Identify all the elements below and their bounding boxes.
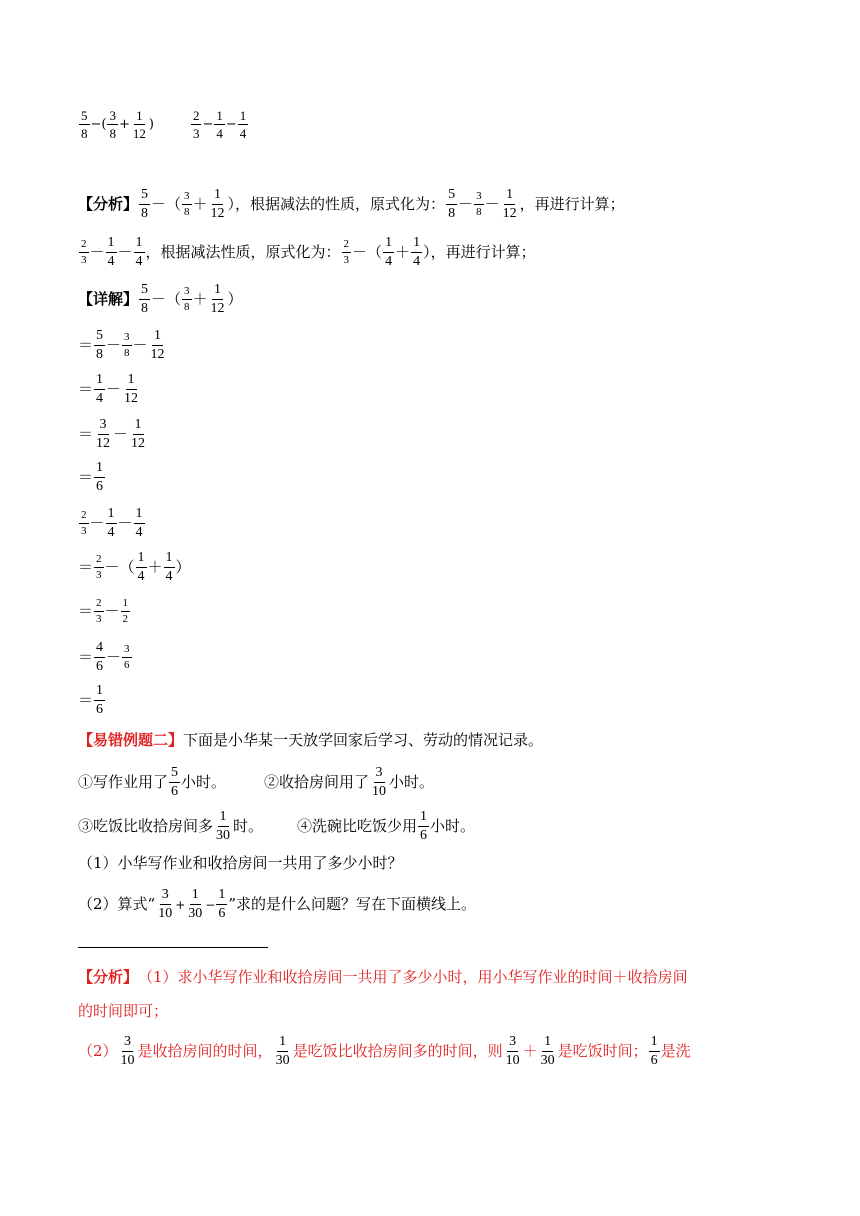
denominator: 3 [192, 126, 200, 141]
denominator: 3 [96, 613, 102, 625]
text-run: ＋ [147, 558, 163, 576]
text-run: 时。 [233, 817, 264, 835]
fraction [418, 810, 429, 843]
numerator: 3 [182, 286, 192, 300]
detail-step [78, 329, 168, 362]
fraction [182, 286, 192, 313]
denominator: 8 [141, 206, 149, 221]
numerator: 1 [277, 1035, 288, 1052]
text-run: ） [227, 290, 243, 308]
text-run: － [89, 514, 105, 532]
denominator: 4 [135, 254, 143, 269]
fraction [79, 510, 89, 537]
denominator: 4 [165, 569, 173, 584]
text-run: （2）算式“ [78, 895, 156, 913]
text-run: － [106, 648, 122, 666]
detail-step [78, 684, 106, 717]
fraction [186, 888, 204, 921]
text-run: 下面是小华某一天放学回家后学习、劳动的情况记录。 [183, 731, 544, 749]
text-run: ，再进行计算； [519, 195, 625, 213]
denominator: 6 [171, 784, 179, 799]
denominator: 4 [107, 525, 115, 540]
fraction [164, 551, 175, 584]
fraction [149, 329, 167, 362]
text-run: （2） [78, 1042, 118, 1060]
text-run: ），再进行计算； [423, 243, 536, 261]
detail-line-2 [78, 507, 146, 540]
fraction [474, 191, 484, 218]
denominator: 12 [131, 436, 146, 451]
fraction [274, 1035, 292, 1068]
text-run: − [205, 897, 216, 912]
text-run: ＝ [78, 691, 94, 709]
denominator: 12 [210, 301, 225, 316]
text-run: 小时。 [430, 817, 476, 835]
fraction [139, 283, 150, 316]
fraction [94, 373, 105, 406]
text-run: 小时。 [181, 773, 227, 791]
denominator: 3 [81, 525, 87, 537]
text-run: 的时间即可； [78, 1002, 169, 1020]
text-run: －（ [151, 195, 182, 213]
fraction [169, 766, 180, 799]
fraction [122, 644, 132, 671]
text-run: 【分析】 [78, 195, 139, 213]
text-run: ，根据减法性质，原式化为： [145, 243, 341, 261]
fraction [94, 461, 105, 494]
text-run: 是吃饭时间； [557, 1042, 648, 1060]
denominator: 30 [188, 906, 203, 921]
numerator: 1 [106, 236, 117, 253]
fraction [209, 188, 227, 221]
fraction [94, 641, 105, 674]
numerator: 3 [122, 644, 132, 658]
denominator: 4 [137, 569, 145, 584]
text-run: ＝ [78, 380, 94, 398]
fraction [129, 418, 147, 451]
fraction [139, 188, 150, 221]
numerator: 1 [134, 507, 145, 524]
fraction [94, 418, 112, 451]
fraction [107, 109, 118, 140]
fraction [383, 236, 394, 269]
numerator: 3 [109, 108, 116, 123]
text-run: ＝ [78, 425, 94, 443]
denominator: 8 [124, 347, 130, 359]
text-run: ＋ [192, 195, 208, 213]
denominator: 12 [502, 206, 517, 221]
denominator: 30 [540, 1053, 555, 1068]
numerator: 1 [216, 108, 223, 123]
denominator: 8 [81, 126, 88, 141]
denominator: 10 [372, 784, 387, 799]
text-run: − [202, 117, 214, 132]
text-run: + [118, 117, 130, 132]
denominator: 12 [150, 347, 165, 362]
detail-line-1 [78, 283, 243, 316]
text-run: ＝ [78, 558, 94, 576]
text-run: ＝ [78, 468, 94, 486]
denominator: 6 [96, 702, 104, 717]
numerator: 3 [160, 888, 171, 905]
detail-step [78, 598, 131, 625]
answer-line[interactable] [78, 947, 268, 948]
fraction [94, 329, 105, 362]
denominator: 30 [275, 1053, 290, 1068]
text-run: − [225, 117, 237, 132]
fraction [94, 554, 104, 581]
numerator: 5 [169, 766, 180, 783]
denominator: 8 [184, 301, 190, 313]
text-run: － [113, 425, 129, 443]
text-run: 【分析】 [78, 968, 139, 986]
fraction [649, 1035, 660, 1068]
denominator: 8 [109, 126, 116, 141]
text-run: ①写作业用了 [78, 773, 169, 791]
numerator: 1 [239, 108, 247, 123]
denominator: 8 [476, 206, 482, 218]
analysis-line-2 [78, 236, 536, 269]
denominator: 4 [216, 126, 223, 141]
denominator: 6 [218, 906, 226, 921]
numerator: 1 [136, 108, 143, 123]
fraction [122, 373, 140, 406]
numerator: 1 [133, 418, 144, 435]
numerator: 1 [190, 888, 201, 905]
fraction [79, 109, 90, 140]
question-2 [78, 888, 476, 921]
text-run: （1）小华写作业和收拾房间一共用了多少小时？ [78, 854, 403, 872]
text-run: 【详解】 [78, 290, 139, 308]
denominator: 4 [239, 126, 247, 141]
analysis-line-1 [78, 188, 625, 221]
text-run: 是吃饭比收拾房间多的时间，则 [292, 1042, 503, 1060]
fraction [122, 332, 132, 359]
detail-step [78, 461, 106, 494]
numerator: 3 [98, 418, 109, 435]
fraction [94, 684, 105, 717]
text-run: ＋ [395, 243, 411, 261]
text-run: ＝ [78, 336, 94, 354]
fraction [94, 598, 104, 625]
numerator: 1 [136, 551, 147, 568]
text-run: － [117, 243, 133, 261]
denominator: 12 [132, 126, 146, 141]
numerator: 1 [126, 373, 137, 390]
denominator: 6 [420, 828, 428, 843]
text-run: + [175, 897, 186, 912]
fraction [136, 551, 147, 584]
text-run: ③吃饭比收拾房间多 [78, 817, 214, 835]
text-run: － [458, 195, 474, 213]
fraction [214, 109, 225, 140]
denominator: 3 [81, 254, 87, 266]
fraction [121, 598, 131, 625]
fraction [411, 236, 422, 269]
numerator: 2 [192, 108, 200, 123]
fraction [191, 109, 202, 140]
text-run: （1）求小华写作业和收拾房间一共用了多少小时，用小华写作业的时间＋收拾房间 [138, 968, 688, 986]
denominator: 8 [184, 206, 190, 218]
analysis2-line-3 [78, 1035, 691, 1068]
denominator: 4 [413, 254, 421, 269]
denominator: 6 [96, 479, 104, 494]
numerator: 1 [152, 329, 163, 346]
fraction [214, 810, 232, 843]
numerator: 5 [446, 188, 457, 205]
numerator: 3 [182, 191, 192, 205]
numerator: 2 [94, 554, 104, 568]
denominator: 10 [505, 1053, 520, 1068]
numerator: 1 [94, 373, 105, 390]
numerator: 1 [94, 461, 105, 478]
denominator: 30 [216, 828, 231, 843]
numerator: 5 [139, 283, 150, 300]
numerator: 2 [342, 239, 352, 253]
detail-step [78, 551, 191, 584]
numerator: 1 [106, 507, 117, 524]
numerator: 2 [79, 510, 89, 524]
text-run: 【易错例题二】 [78, 731, 184, 749]
text-run: ＝ [78, 602, 94, 620]
numerator: 2 [94, 598, 104, 612]
numerator: 1 [504, 188, 515, 205]
numerator: 1 [383, 236, 394, 253]
fraction [238, 109, 249, 140]
example-title [78, 733, 543, 748]
fraction [504, 1035, 522, 1068]
numerator: 1 [94, 684, 105, 701]
numerator: 3 [374, 766, 385, 783]
fraction [501, 188, 519, 221]
numerator: 1 [121, 598, 131, 612]
denominator: 3 [96, 569, 102, 581]
numerator: 1 [542, 1035, 553, 1052]
fraction [446, 188, 457, 221]
text-run: － [117, 514, 133, 532]
numerator: 3 [507, 1035, 518, 1052]
fraction [156, 888, 174, 921]
denominator: 2 [122, 613, 129, 625]
fraction [119, 1035, 137, 1068]
detail-step [78, 418, 148, 451]
numerator: 3 [122, 332, 132, 346]
text-run: －（ [104, 558, 135, 576]
text-run: － [484, 195, 500, 213]
fraction [342, 239, 352, 266]
denominator: 8 [141, 301, 149, 316]
numerator: 1 [218, 810, 229, 827]
denominator: 8 [96, 347, 104, 362]
numerator: 3 [122, 1035, 133, 1052]
fraction [216, 888, 227, 921]
denominator: 3 [343, 254, 350, 266]
analysis2-line-2 [78, 1004, 168, 1019]
fraction [106, 236, 117, 269]
text-run: － [106, 336, 122, 354]
numerator: 5 [81, 108, 88, 123]
fraction [134, 507, 145, 540]
text-run: ） [175, 558, 191, 576]
fraction [539, 1035, 557, 1068]
text-run: 是洗 [660, 1042, 691, 1060]
text-run: －（ [151, 290, 182, 308]
denominator: 6 [96, 659, 104, 674]
text-run: ②收拾房间用了 [264, 773, 370, 791]
text-run: ”求的是什么问题？写在下面横线上。 [228, 895, 477, 913]
detail-step [78, 641, 133, 674]
fraction [370, 766, 388, 799]
numerator: 4 [94, 641, 105, 658]
problem-line [78, 109, 249, 140]
text-run: ④洗碗比吃饭少用 [297, 817, 418, 835]
numerator: 3 [474, 191, 484, 205]
denominator: 12 [210, 206, 225, 221]
text-run: ) [148, 117, 154, 132]
text-run: ），根据减法的性质，原式化为： [227, 195, 446, 213]
denominator: 12 [124, 391, 139, 406]
text-run: 小时。 [389, 773, 435, 791]
text-run: ＝ [78, 648, 94, 666]
example-items-row-1 [78, 766, 434, 799]
numerator: 1 [134, 236, 145, 253]
numerator: 1 [418, 810, 429, 827]
fraction [209, 283, 227, 316]
denominator: 4 [107, 254, 115, 269]
denominator: 4 [385, 254, 393, 269]
numerator: 1 [216, 888, 227, 905]
text-run: 是收拾房间的时间， [137, 1042, 273, 1060]
fraction [106, 507, 117, 540]
fraction [134, 236, 145, 269]
numerator: 1 [411, 236, 422, 253]
text-run: － [89, 243, 105, 261]
numerator: 1 [212, 283, 223, 300]
numerator: 5 [94, 329, 105, 346]
numerator: 2 [79, 239, 89, 253]
analysis2-line-1 [78, 970, 688, 985]
denominator: 10 [120, 1053, 135, 1068]
fraction [131, 109, 148, 140]
text-run: －（ [352, 243, 383, 261]
text-run: −( [90, 117, 107, 132]
denominator: 8 [448, 206, 456, 221]
numerator: 1 [649, 1035, 660, 1052]
question-1 [78, 856, 403, 871]
fraction [182, 191, 192, 218]
denominator: 6 [650, 1053, 658, 1068]
denominator: 10 [158, 906, 173, 921]
denominator: 4 [96, 391, 104, 406]
numerator: 1 [164, 551, 175, 568]
text-run: ＋ [192, 290, 208, 308]
denominator: 4 [135, 525, 143, 540]
text-run: － [104, 602, 120, 620]
text-run: － [132, 336, 148, 354]
text-run: ＋ [522, 1042, 538, 1060]
example-items-row-2 [78, 810, 475, 843]
numerator: 5 [139, 188, 150, 205]
denominator: 6 [124, 659, 130, 671]
denominator: 12 [96, 436, 111, 451]
fraction [79, 239, 89, 266]
detail-step [78, 373, 141, 406]
text-run: － [106, 380, 122, 398]
numerator: 1 [212, 188, 223, 205]
